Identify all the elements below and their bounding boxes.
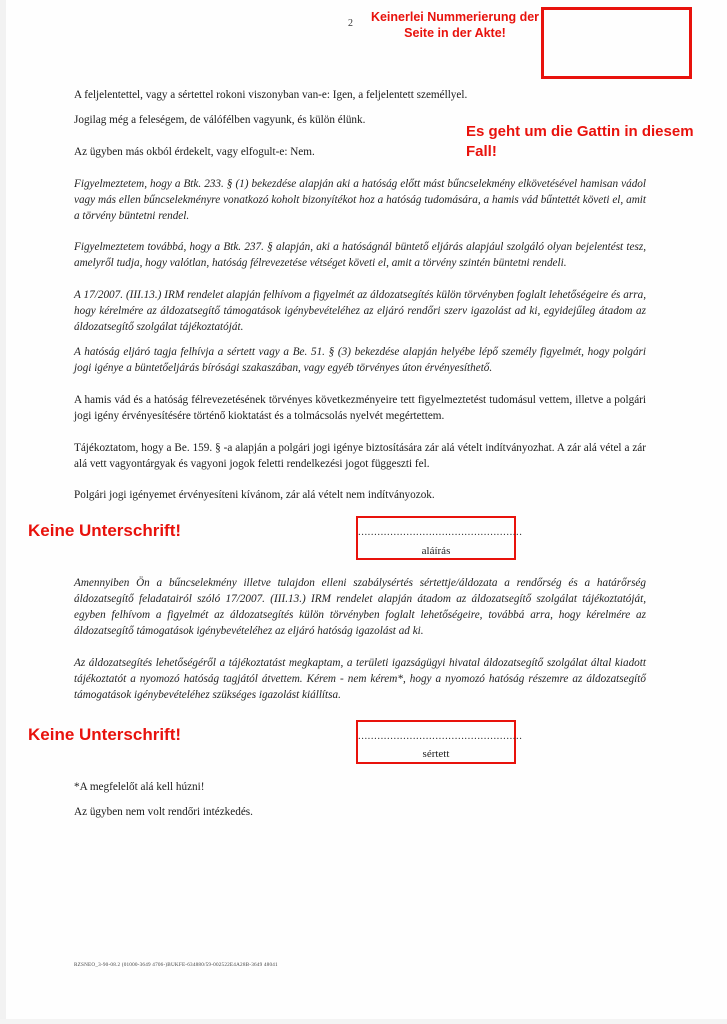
signature-field-aláírás[interactable] [356, 516, 523, 560]
document-body [28, 88, 646, 832]
paragraph-victim-support-irm: A 17/2007. (III.13.) IRM rendelet alapján felhívom a figyelmét az áldozatsegítés külön törvényben foglalt lehetőségeire és arra, hogy kérelmére az áldozatsegítő támogatások igénybevételéhez az eljáró rendőri szerv igazolást ad ki, egyidejűleg átadom az áldozatsegítő szolgálat tájékoztatóját. [74, 289, 646, 334]
paragraph-warning-233: Figyelmeztetem, hogy a Btk. 233. § (1) bekezdése alapján aki a hatóság előtt mást bűncselekmény elkövetésével hamisan vádol vagy más ellen bűncselekményre vonatkozó koholt bizonyítékot hoz a hatóság tudomására, a hamis vád bűntettét követi el, amit a törvény büntetni rendel. [74, 177, 646, 222]
highlight-box-top-right [541, 7, 692, 79]
annotation-gattin-note: Es geht um die Gattin in diesem Fall! [466, 123, 694, 161]
signature-label: aláírás [421, 544, 451, 557]
signature-dotted-line: ................................................... [358, 527, 523, 539]
signature-field-sértett[interactable] [356, 720, 523, 764]
scan-edge-bottom [0, 1019, 727, 1024]
signature-block-1 [28, 516, 646, 562]
paragraph-interest: Az ügyben más okból érdekelt, vagy elfogult-e: Nem. [74, 145, 315, 158]
paragraph-civil-claim-info: A hatóság eljáró tagja felhívja a sértett vagy a Be. 51. § (3) bekezdése alapján helyébe lépő személy figyelmét, hogy polgári jogi igénye a büntetőeljárás bírósági szakaszában, vagy egyéb törvényes úton érvényesíthető. [74, 345, 646, 374]
annotation-no-signature-1: Keine Unterschrift! [28, 521, 182, 541]
signature-dotted-line: ................................................... [358, 730, 523, 742]
paragraph-claim-declaration: Polgári jogi igényemet érvényesíteni kívánom, zár alá vételt nem indítványozok. [74, 489, 435, 502]
paragraph-victim-support-long: Amennyiben Ön a bűncselekmény illetve tulajdon elleni szabálysértés sértettje/áldozata a rendőrség és a határőrség áldozatsegítő feladatairól szóló 17/2007. (III.13.) IRM rendelet alapján átadom az áldozatsegítő szolgálat tájékoztatóját, egyben felhívom a figyelmét az áldozatsegítés külön törvényben foglalt lehetőségeire, továbbá arra, hogy kérelmére az áldozatsegítő támogatások igénybevételéhez az eljáró hatóság igazolást ad ki. [74, 577, 646, 638]
paragraph-seizure-info: Tájékoztatom, hogy a Be. 159. § -a alapján a polgári jogi igénye biztosítására zár alá vételt indítványozhat. A zár alá vétel a zár alá vett vagyontárgyak és vagyoni jogok feletti rendelkezési jogot függeszti fel. [74, 441, 646, 470]
page-number: 2 [348, 18, 353, 29]
scan-edge-left [0, 0, 6, 1024]
annotation-no-signature-2: Keine Unterschrift! [28, 724, 182, 744]
signature-block-2 [28, 720, 646, 766]
paragraph-underline-note: *A megfelelőt alá kell húzni! [74, 780, 205, 793]
paragraph-acknowledgement: A hamis vád és a hatóság félrevezetésének törvényes következményeire tett figyelmeztetést tudomásul vettem, illetve a polgári jogi igény érvényesítésére történő kioktatást és a tolmácsolás nyelvét megértettem. [74, 393, 646, 422]
paragraph-warning-237: Figyelmeztetem továbbá, hogy a Btk. 237. § alapján, aki a hatóságnál büntető eljárás alapjául szolgáló olyan bejelentést tesz, amelyről tudja, hogy valótlan, hatóság félrevezetése vétséget követi el, amit a törvény szintén büntetni rendeli. [74, 241, 646, 270]
signature-label: sértett [422, 748, 450, 761]
paragraph-victim-support-received: Az áldozatsegítés lehetőségéről a tájékoztatást megkaptam, a területi igazságügyi hivatal áldozatsegítő szolgálat által kiadott tájékoztatót a nyomozó hatóság tagjától átvettem. Kérem - nem kérem*, hogy a nyomozó hatóság részemre az áldozatsegítő támogatások igénybevételéhez szükséges igazolást kiállítsa. [74, 656, 646, 701]
paragraph-relation-1: A feljelentettel, vagy a sértettel rokoni viszonyban van-e: Igen, a feljelentett személlyel. [74, 89, 468, 101]
annotation-top-note: Keinerlei Nummerierung der Seite in der Akte! [370, 10, 540, 40]
footer-code: RZSNEO_3-90-08.2 (01000-3649 4706-)BUKFE-634880/59-002522E4A28B-3649 48041 [74, 962, 278, 968]
paragraph-relation-2: Jogilag még a feleségem, de válófélben vagyunk, és külön élünk. [74, 113, 366, 126]
paragraph-no-police-action: Az ügyben nem volt rendőri intézkedés. [74, 805, 253, 818]
